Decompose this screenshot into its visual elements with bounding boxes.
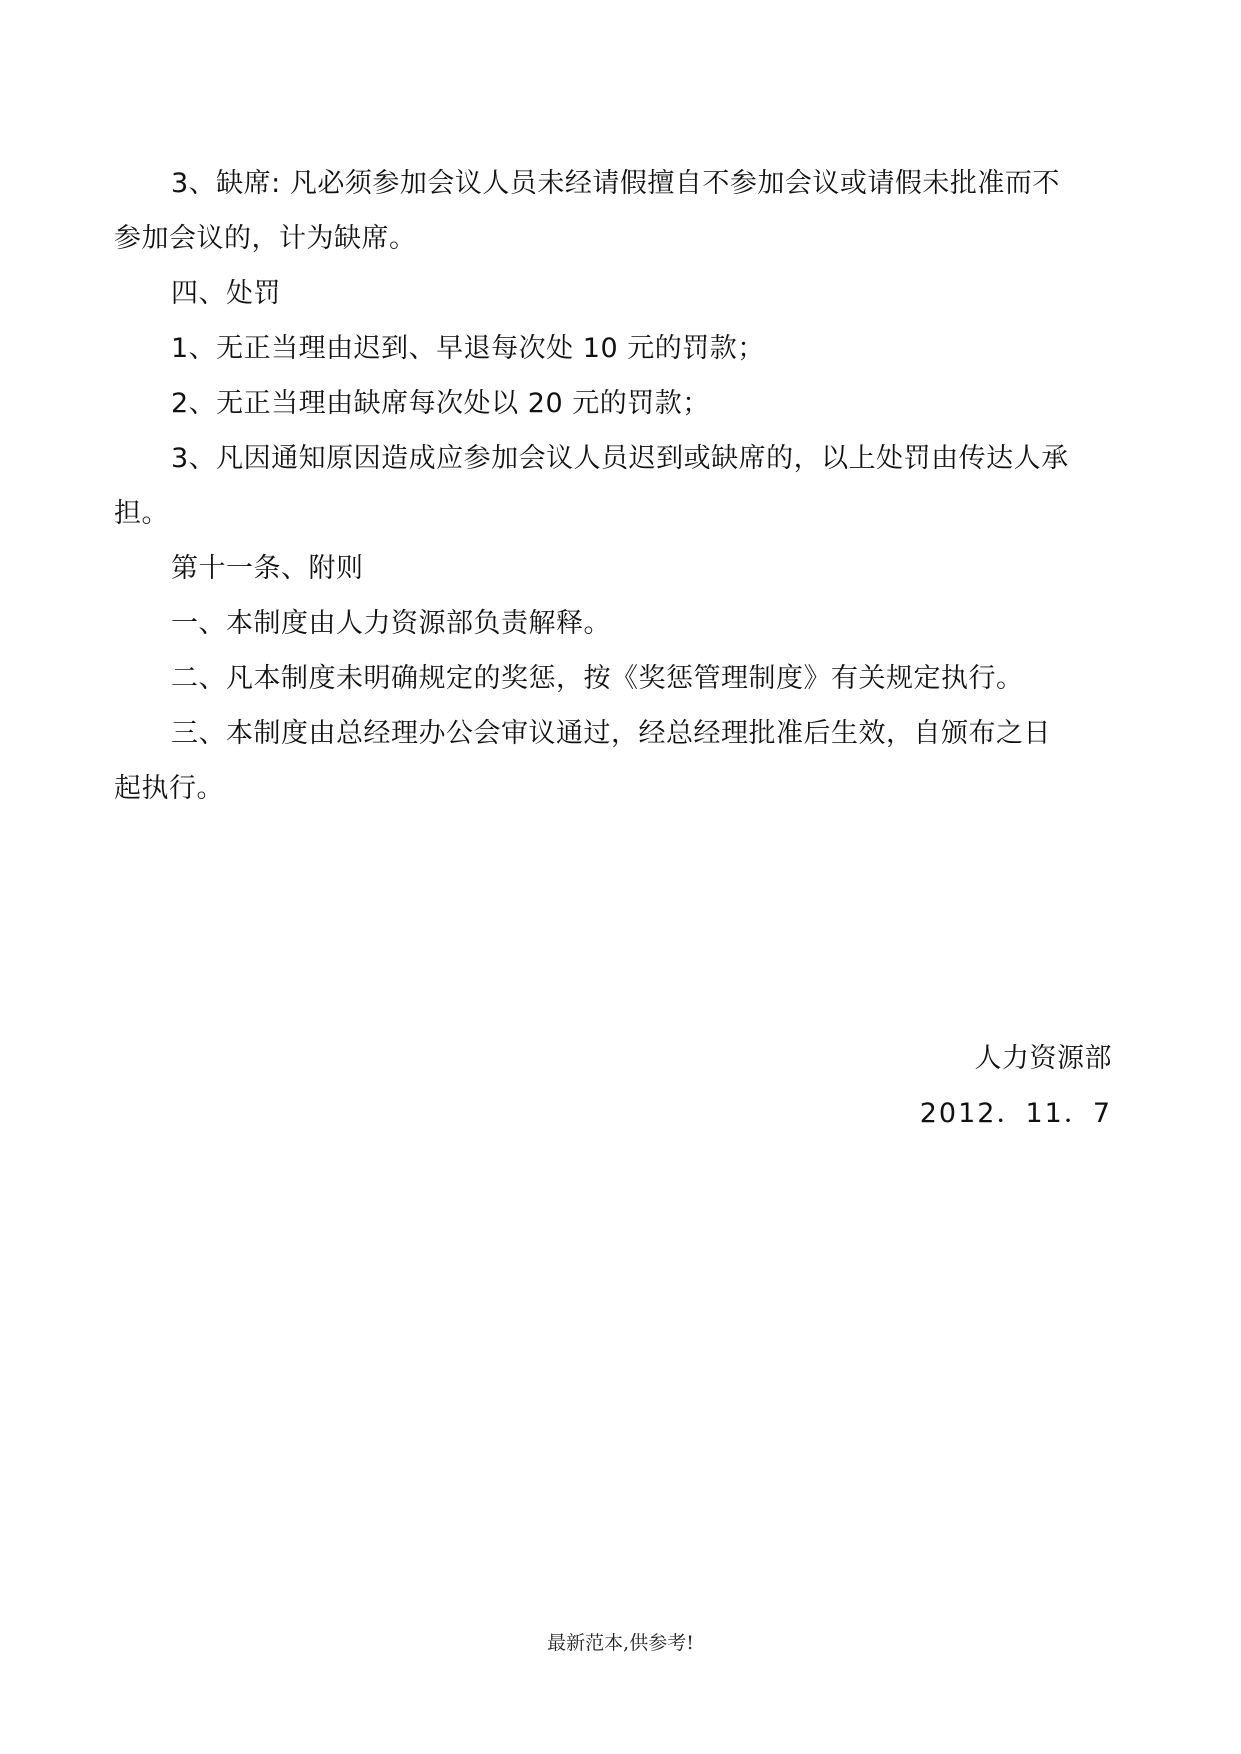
paragraph-appendix-2	[114, 651, 1112, 706]
text-line: 参加会议的，计为缺席。	[114, 223, 417, 254]
paragraph-appendix-1	[114, 596, 1112, 651]
text-line: 2、无正当理由缺席每次处以 20 元的罚款；	[171, 388, 710, 419]
paragraph-penalty-late	[114, 321, 1112, 376]
page-footer: 最新范本,供参考!	[547, 1632, 694, 1654]
signature-date: 2012．11．7	[919, 1098, 1112, 1129]
paragraph-penalty-absent	[114, 376, 1112, 431]
signature-department: 人力资源部	[974, 1043, 1112, 1074]
text-line: 1、无正当理由迟到、早退每次处 10 元的罚款；	[171, 333, 765, 364]
text-line: 二、凡本制度未明确规定的奖惩，按《奖惩管理制度》有关规定执行。	[171, 663, 1024, 694]
paragraph-absence-definition	[114, 156, 1112, 266]
paragraph-appendix-3	[114, 706, 1112, 816]
text-line: 第十一条、附则	[171, 553, 364, 584]
section-heading-appendix	[114, 541, 1112, 596]
paragraph-penalty-notice	[114, 431, 1112, 541]
text-line: 四、处罚	[171, 278, 281, 309]
signature-block	[920, 1031, 1112, 1141]
text-line: 3、缺席: 凡必须参加会议人员未经请假擅自不参加会议或请假未批准而不	[171, 168, 1060, 199]
document-body	[114, 156, 1112, 816]
text-line: 担。	[114, 498, 169, 529]
text-line: 一、本制度由人力资源部负责解释。	[171, 608, 611, 639]
section-heading-penalties	[114, 266, 1112, 321]
text-line: 3、凡因通知原因造成应参加会议人员迟到或缺席的，以上处罚由传达人承	[171, 443, 1069, 474]
text-line: 三、本制度由总经理办公会审议通过，经总经理批准后生效，自颁布之日	[171, 718, 1051, 749]
text-line: 起执行。	[114, 773, 224, 804]
